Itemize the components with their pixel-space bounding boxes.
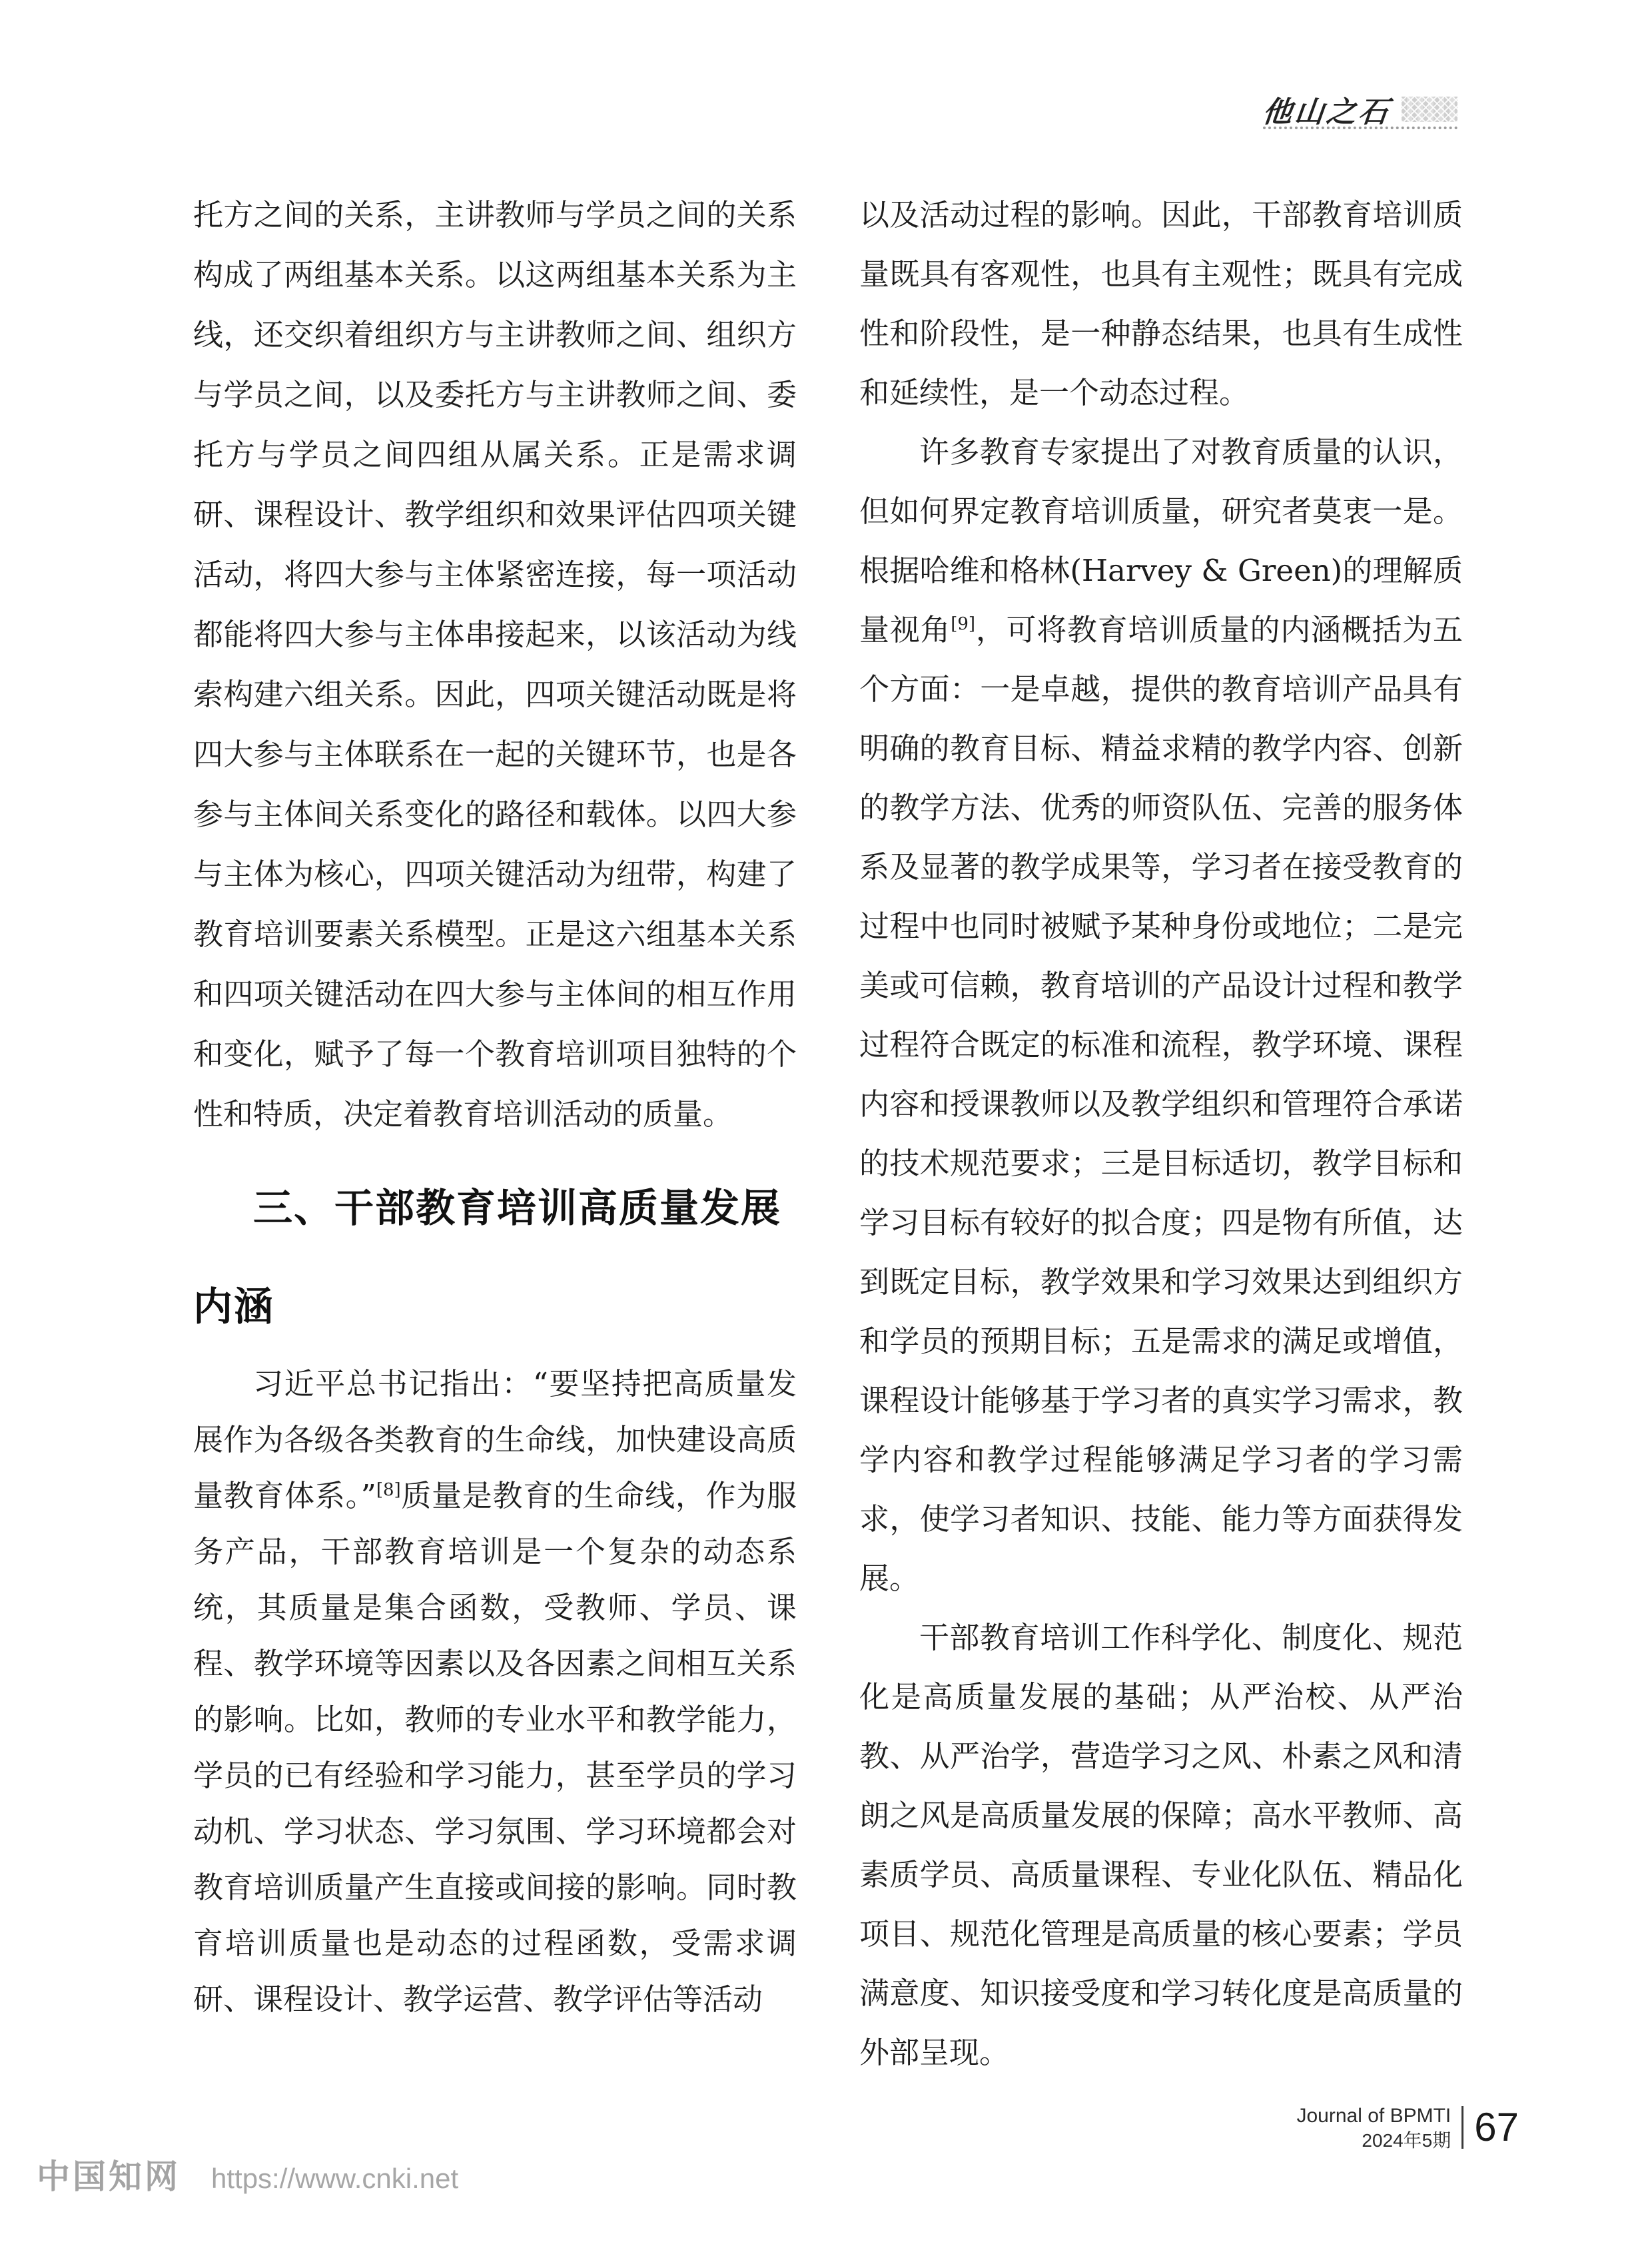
section-title: 他山之石 [1260, 95, 1393, 129]
citation-ref-8: [8] [376, 1480, 401, 1500]
citation-ref-9: [9] [951, 614, 976, 634]
paragraph-high-quality-elements: 干部教育培训工作科学化、制度化、规范化是高质量发展的基础；从严治校、从严治教、从严治学，营造学习之风、朴素之风和清朗之风是高质量发展的保障；高水平教师、高素质学员、高质量课程、专业化队伍、精品化项目、规范化管理是高质量的核心要素；学员满意度、知识接受度和学习转化度是高质量的外部呈现。 [859, 1620, 1463, 2070]
paragraph-continuation: 托方之间的关系，主讲教师与学员之间的关系构成了两组基本关系。以这两组基本关系为主线，还交织着组织方与主讲教师之间、组织方与学员之间，以及委托方与主讲教师之间、委托方与学员之间四组从属关系。正是需求调研、课程设计、教学组织和效果评估四项关键活动，将四大参与主体紧密连接，每一项活动都能将四大参与主体串接起来，以该活动为线索构建六组关系。因此，四项关键活动既是将四大参与主体联系在一起的关键环节，也是各参与主体间关系变化的路径和载体。以四大参与主体为核心，四项关键活动为纽带，构建了教育培训要素关系模型。正是这六组基本关系和四项关键活动在四大参与主体间的相互作用和变化，赋予了每一个教育培训项目独特的个性和特质，决定着教育培训活动的质量。 [193, 197, 797, 1132]
dotted-divider [1263, 127, 1457, 129]
footer-journal-info [1266, 2103, 1519, 2152]
section-heading-line2: 内涵 [193, 1284, 275, 1329]
cnki-url-link[interactable]: https://www.cnki.net [211, 2163, 459, 2194]
section-heading-line1: 三、干部教育培训高质量发展 [253, 1185, 782, 1231]
paragraph-quote [193, 1356, 797, 2028]
paragraph-quality-views-continuation: ，可将教育培训质量的内涵概括为五个方面：一是卓越，提供的教育培训产品具有明确的教育目标、精益求精的教学内容、创新的教学方法、优秀的师资队伍、完善的服务体系及显著的教学成果等，学习者在接受教育的过程中也同时被赋予某种身份或地位；二是完美或可信赖，教育培训的产品设计过程和教学过程符合既定的标准和流程，教学环境、课程内容和授课教师以及教学组织和管理符合承诺的技术规范要求；三是目标适切，教学目标和学习目标有较好的拟合度；四是物有所值，达到既定目标，教学效果和学习效果达到组织方和学员的预期目标；五是需求的满足或增值，课程设计能够基于学习者的真实学习需求，教学内容和教学过程能够满足学习者的学习需求，使学习者知识、技能、能力等方面获得发展。 [859, 612, 1463, 1596]
paragraph-quality-views [859, 422, 1463, 1608]
left-text-column [193, 185, 797, 2028]
journal-name-en: Journal of BPMTI [1296, 2105, 1451, 2127]
paragraph-quote-text: 习近平总书记指出：“要坚持把高质量发展作为各级各类教育的生命线，加快建设高质量教育体系。” [193, 1366, 797, 1513]
journal-lines [1296, 2103, 1451, 2152]
running-head [1260, 88, 1457, 132]
footer-divider [1461, 2106, 1463, 2149]
paragraph-quality-views-text: 许多教育专家提出了对教育质量的认识，但如何界定教育培训质量，研究者莫衷一是。根据哈维和格林(Harvey & Green)的理解质量视角 [859, 434, 1463, 647]
section-heading [193, 1159, 797, 1356]
journal-issue: 2024年5期 [1362, 2129, 1451, 2151]
page-number: 67 [1474, 2105, 1519, 2150]
paragraph-quote-continuation: 质量是教育的生命线，作为服务产品，干部教育培训是一个复杂的动态系统，其质量是集合函数，受教师、学员、课程、教学环境等因素以及各因素之间相互关系的影响。比如，教师的专业水平和教学能力，学员的已有经验和学习能力，甚至学员的学习动机、学习状态、学习氛围、学习环境都会对教育培训质量产生直接或间接的影响。同时教育培训质量也是动态的过程函数，受需求调研、课程设计、教学运营、教学评估等活动 [193, 1478, 797, 2017]
paragraph-continuation-right: 以及活动过程的影响。因此，干部教育培训质量既具有客观性，也具有主观性；既具有完成性和阶段性，是一种静态结果，也具有生成性和延续性，是一个动态过程。 [859, 197, 1463, 410]
right-text-column [859, 185, 1463, 2082]
decorative-pattern-strip [1402, 97, 1457, 122]
cnki-logo-text: 中国知网 [37, 2158, 181, 2195]
footer-cnki-watermark [37, 2150, 458, 2198]
